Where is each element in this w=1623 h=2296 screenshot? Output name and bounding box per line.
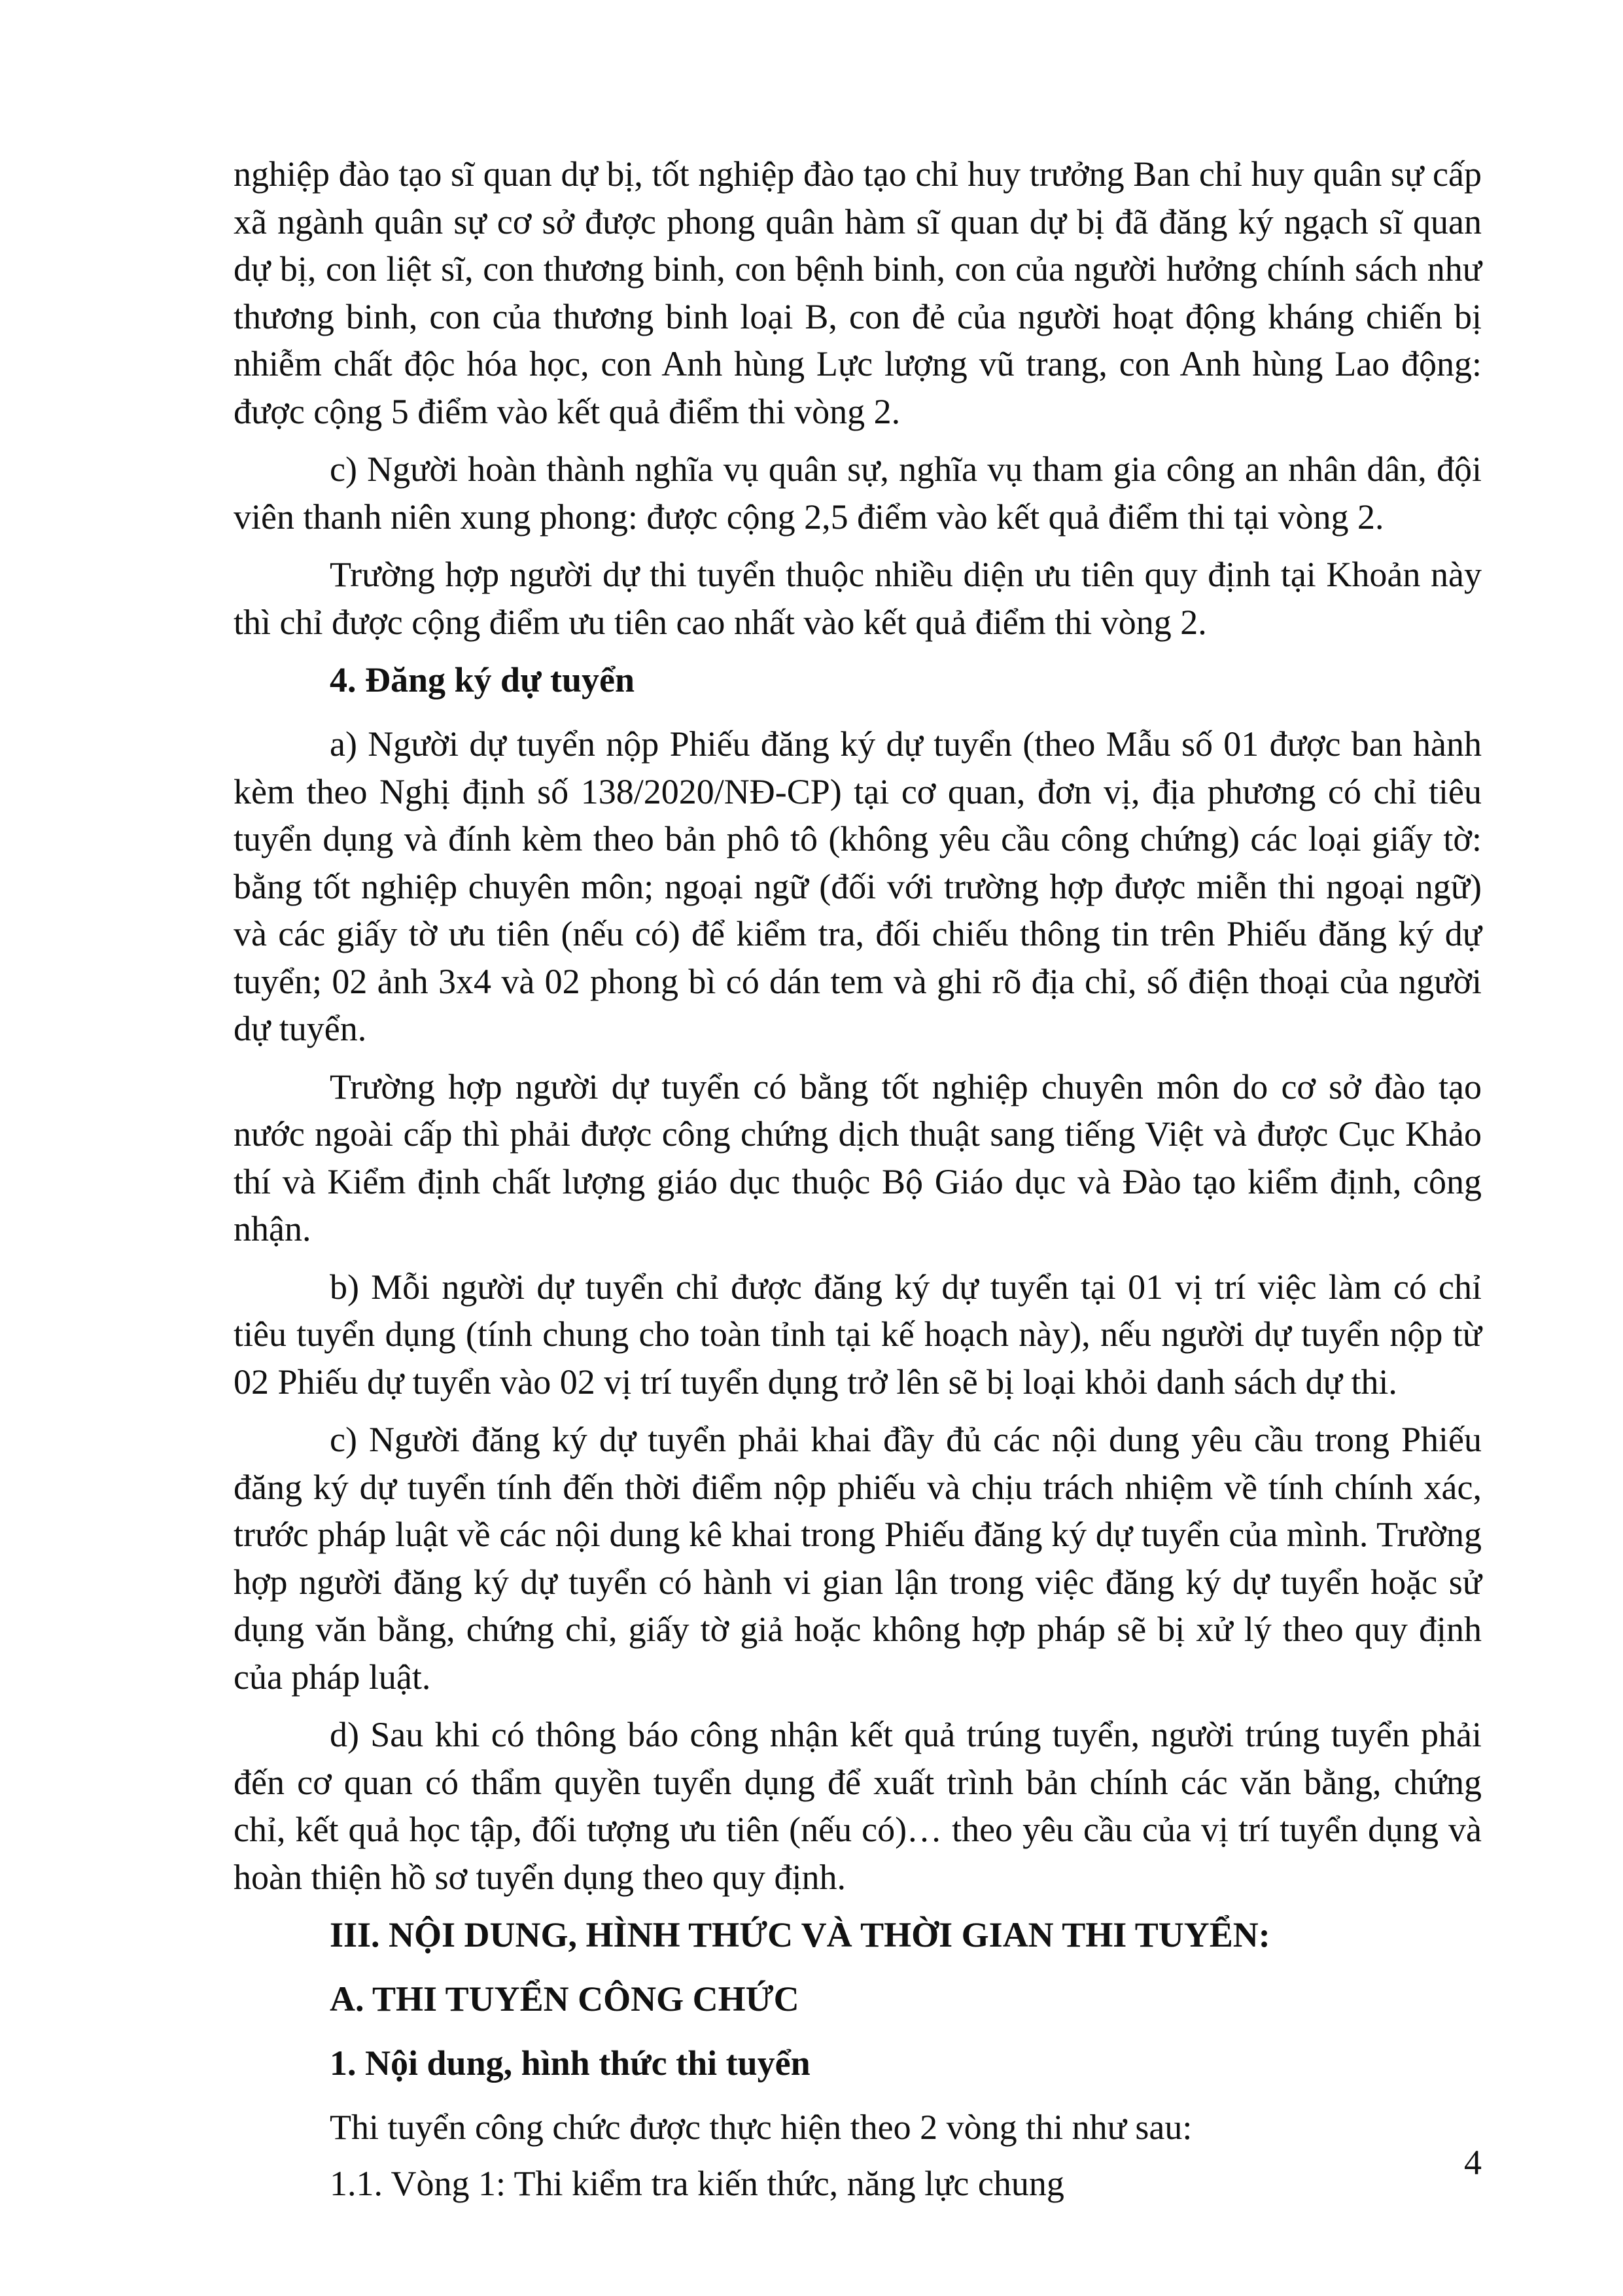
paragraph-registration-b: b) Mỗi người dự tuyển chỉ được đăng ký dự tuyển tại 01 vị trí việc làm có chỉ tiêu tuyển dụng (tính chung cho toàn tỉnh tại kế hoạch này), nếu người dự tuyển nộp từ 02 Phiếu dự tuyển vào 02 vị trí tuyển dụng trở lên sẽ bị loại khỏi danh sách dự thi. [234,1267,1482,1402]
paragraph-registration-c: c) Người đăng ký dự tuyển phải khai đầy đủ các nội dung yêu cầu trong Phiếu đăng ký dự tuyển tính đến thời điểm nộp phiếu và chịu trách nhiệm về tính chính xác, trước pháp luật về các nội dung kê khai trong Phiếu đăng ký dự tuyển của mình. Trường hợp người đăng ký dự tuyển có hành vi gian lận trong việc đăng ký dự tuyển hoặc sử dụng văn bằng, chứng chỉ, giấy tờ giả hoặc không hợp pháp sẽ bị xử lý theo quy định của pháp luật. [234,1420,1482,1697]
page-number: 4 [1464,2143,1482,2182]
heading-registration: 4. Đăng ký dự tuyển [330,660,635,699]
paragraph-priority-5-points: nghiệp đào tạo sĩ quan dự bị, tốt nghiệp đào tạo chỉ huy trưởng Ban chỉ huy quân sự cấp xã ngành quân sự cơ sở được phong quân hàm sĩ quan dự bị đã đăng ký ngạch sĩ quan dự bị, con liệt sĩ, con thương binh, con bệnh binh, con của người hưởng chính sách như thương binh, con của thương binh loại B, con đẻ của người hoạt động kháng chiến bị nhiễm chất độc hóa học, con Anh hùng Lực lượng vũ trang, con Anh hùng Lao động: được cộng 5 điểm vào kết quả điểm thi vòng 2. [234,154,1482,431]
paragraph-priority-2-5-points: c) Người hoàn thành nghĩa vụ quân sự, nghĩa vụ tham gia công an nhân dân, đội viên thanh niên xung phong: được cộng 2,5 điểm vào kết quả điểm thi tại vòng 2. [234,450,1482,537]
paragraph-two-rounds: Thi tuyển công chức được thực hiện theo 2 vòng thi như sau: [330,2108,1193,2147]
heading-section-iii: III. NỘI DUNG, HÌNH THỨC VÀ THỜI GIAN THI TUYỂN: [330,1915,1270,1954]
heading-content-format: 1. Nội dung, hình thức thi tuyển [330,2043,811,2083]
heading-section-a: A. THI TUYỂN CÔNG CHỨC [330,1979,799,2019]
paragraph-registration-d: d) Sau khi có thông báo công nhận kết quả trúng tuyển, người trúng tuyển phải đến cơ quan có thẩm quyền tuyển dụng để xuất trình bản chính các văn bằng, chứng chỉ, kết quả học tập, đối tượng ưu tiên (nếu có)… theo yêu cầu của vị trí tuyển dụng và hoàn thiện hồ sơ tuyển dụng theo quy định. [234,1715,1482,1897]
page-body [234,150,1482,2216]
paragraph-multiple-priority: Trường hợp người dự thi tuyển thuộc nhiều diện ưu tiên quy định tại Khoản này thì chỉ được cộng điểm ưu tiên cao nhất vào kết quả điểm thi vòng 2. [234,555,1482,642]
paragraph-foreign-degree: Trường hợp người dự tuyển có bằng tốt nghiệp chuyên môn do cơ sở đào tạo nước ngoài cấp thì phải được công chứng dịch thuật sang tiếng Việt và được Cục Khảo thí và Kiểm định chất lượng giáo dục thuộc Bộ Giáo dục và Đào tạo kiểm định, công nhận. [234,1067,1482,1248]
paragraph-registration-a: a) Người dự tuyển nộp Phiếu đăng ký dự tuyển (theo Mẫu số 01 được ban hành kèm theo Nghị định số 138/2020/NĐ-CP) tại cơ quan, đơn vị, địa phương có chỉ tiêu tuyển dụng và đính kèm theo bản phô tô (không yêu cầu công chứng) các loại giấy tờ: bằng tốt nghiệp chuyên môn; ngoại ngữ (đối với trường hợp được miễn thi ngoại ngữ) và các giấy tờ ưu tiên (nếu có) để kiểm tra, đối chiếu thông tin trên Phiếu đăng ký dự tuyển; 02 ảnh 3x4 và 02 phong bì có dán tem và ghi rõ địa chỉ, số điện thoại của người dự tuyển. [234,724,1482,1048]
paragraph-round-1: 1.1. Vòng 1: Thi kiểm tra kiến thức, năng lực chung [330,2164,1064,2203]
